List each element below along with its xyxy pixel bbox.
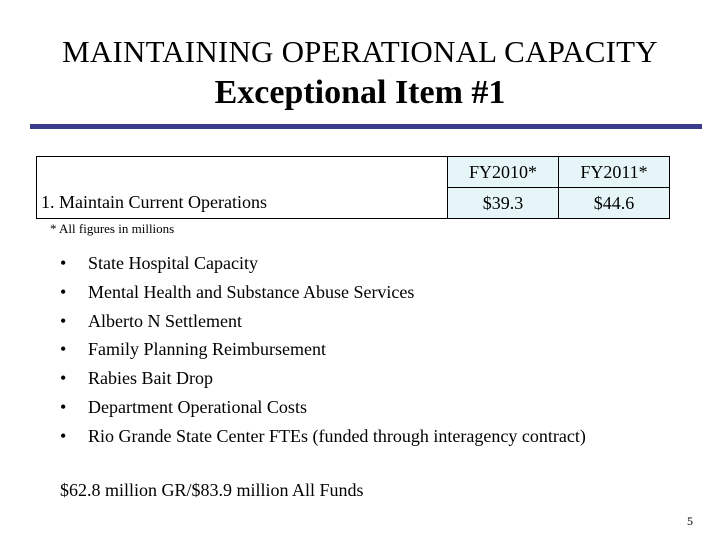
- list-item: • Rio Grande State Center FTEs (funded through interagency contract): [60, 422, 586, 451]
- column-header-fy2011: FY2011*: [559, 157, 670, 188]
- list-item: • State Hospital Capacity: [60, 249, 586, 278]
- funding-total: $62.8 million GR/$83.9 million All Funds: [60, 480, 364, 500]
- table-header-row: [37, 157, 670, 188]
- title-divider: [30, 124, 702, 129]
- table-header-empty-cell: [37, 157, 448, 188]
- table-row: [37, 188, 670, 219]
- value-fy2010: $39.3: [448, 188, 559, 219]
- bullet-list: [60, 249, 586, 451]
- list-item: • Family Planning Reimbursement: [60, 335, 586, 364]
- list-item: • Mental Health and Substance Abuse Services: [60, 278, 586, 307]
- slide-title: MAINTAINING OPERATIONAL CAPACITY: [62, 34, 658, 69]
- list-item: • Department Operational Costs: [60, 393, 586, 422]
- page-number: 5: [687, 514, 693, 528]
- row-label: 1. Maintain Current Operations: [37, 188, 448, 219]
- list-item: • Rabies Bait Drop: [60, 364, 586, 393]
- column-header-fy2010: FY2010*: [448, 157, 559, 188]
- list-item: • Alberto N Settlement: [60, 307, 586, 336]
- slide-subtitle: Exceptional Item #1: [214, 74, 506, 111]
- funding-table: [36, 156, 670, 219]
- footnote: * All figures in millions: [50, 221, 175, 236]
- value-fy2011: $44.6: [559, 188, 670, 219]
